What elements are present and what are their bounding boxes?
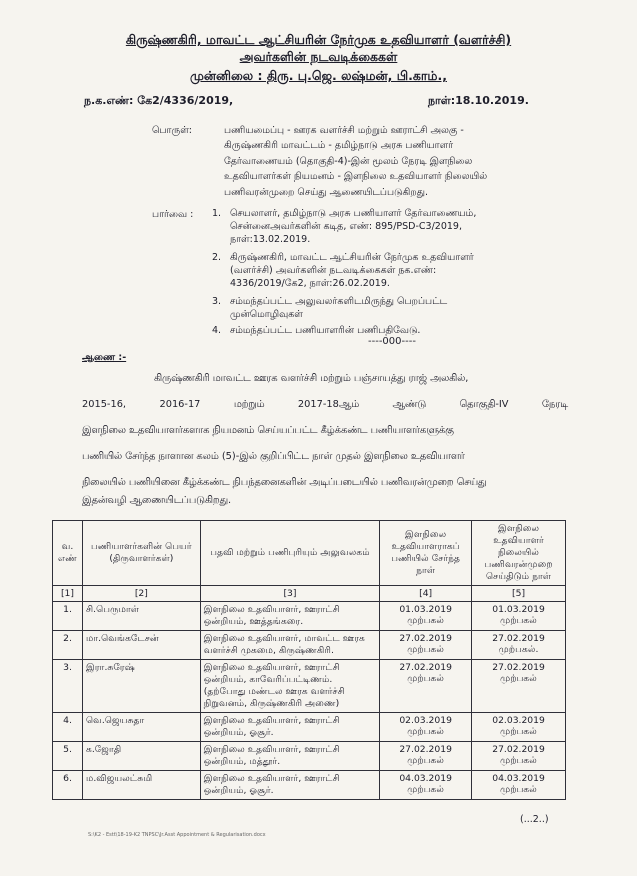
- row-post: இளநிலை உதவியாளர், மாவட்ட ஊரக வளர்ச்சி முகமை, கிருஷ்ணகிரி.: [200, 631, 379, 660]
- subject-line: உதவியாளர்கள் நியமனம் - இளநிலை உதவியாளர் நிலையில்: [224, 171, 488, 183]
- reference-line: சம்மந்தப்பட்ட பணியாளரின் பணிபதிவேடு.: [230, 325, 421, 336]
- order-line: கிருஷ்ணகிரி மாவட்ட ஊரக வளர்ச்சி மற்றும் பஞ்சாயத்து ராஜ் அலகில்,: [154, 373, 469, 384]
- row-post: இளநிலை உதவியாளர், ஊராட்சி ஒன்றியம், மத்தூர்.: [200, 742, 379, 771]
- row-regularisation-date: 02.03.2019 முற்பகல்: [472, 713, 566, 742]
- column-header-post: பதவி மற்றும் பணிபுரியும் அலுவலகம்: [200, 521, 379, 586]
- row-post: இளநிலை உதவியாளர், ஊராட்சி ஒன்றியம், ஓசூர்.: [200, 713, 379, 742]
- subject-line: பணியமைப்பு - ஊரக வளர்ச்சி மற்றும் ஊராட்சி அலகு -: [224, 125, 464, 136]
- subject-line: தேர்வாணையம் (தொகுதி-4)-இன் மூலம் நேரடி இளநிலை: [224, 155, 473, 167]
- row-post: இளநிலை உதவியாளர், ஊராட்சி ஒன்றியம், ஊத்தங்கரை.: [200, 602, 379, 631]
- table-row: [53, 602, 566, 631]
- appointment-table: [52, 520, 566, 800]
- row-regularisation-date: 27.02.2019 முற்பகல்.: [472, 631, 566, 660]
- column-header-sno: வ. எண்: [53, 521, 83, 586]
- reference-item-number: 4.: [212, 325, 222, 336]
- order-line: நிலையில் பணியினை கீழ்க்கண்ட நிபந்தனைகளின் அடிப்படையில் பணிவரன்முறை செய்து: [82, 477, 487, 488]
- row-sno: 2.: [53, 631, 83, 660]
- row-regularisation-date: 04.03.2019 முற்பகல்: [472, 771, 566, 800]
- order-line: பணியில் சேர்ந்த நாளான கலம் (5)-இல் குறிப்பிட்ட நாள் முதல் இளநிலை உதவியாளர்: [82, 451, 465, 462]
- reference-item-number: 2.: [212, 252, 222, 263]
- row-name: வெ.ஜெயசுதா: [82, 713, 200, 742]
- row-post: இளநிலை உதவியாளர், ஊராட்சி ஒன்றியம், ஓசூர்.: [200, 771, 379, 800]
- order-line: இதன்வழி ஆணையிடப்படுகிறது.: [82, 495, 232, 506]
- reference-item-number: 1.: [212, 208, 222, 219]
- row-name: ம.விஜயலட்சுமி: [82, 771, 200, 800]
- reference-line: கிருஷ்ணகிரி, மாவட்ட ஆட்சியரின் நேர்முக உதவியாளர்: [230, 252, 474, 263]
- reference-line: செயலாளர், தமிழ்நாடு அரசு பணியாளர் தேர்வாணையம்,: [230, 208, 477, 219]
- table-row: [53, 713, 566, 742]
- reference-item: [212, 295, 560, 321]
- column-header-regularisation-date: இளநிலை உதவியாளர் நிலையில் பணிவரன்முறை செய்திடும் நாள்: [472, 521, 566, 586]
- row-joining-date: 27.02.2019 முற்பகல்: [380, 660, 472, 713]
- order-line: 2015-16, 2016-17 மற்றும் 2017-18ஆம் ஆண்டு தொகுதி-IV நேரடி: [82, 399, 568, 410]
- subject-label: பொருள்:: [152, 125, 193, 136]
- row-sno: 1.: [53, 602, 83, 631]
- subject-line: பணிவரன்முறை செய்து ஆணையிடப்படுகிறது.: [224, 186, 429, 198]
- references-label: பார்வை :: [152, 209, 194, 220]
- column-number: [4]: [380, 586, 472, 602]
- page-continuation: (...2..): [520, 814, 549, 825]
- header-presiding-officer: முன்னிலை : திரு. பு.ஜெ. லஷ்மன், பி.காம்.,: [190, 68, 447, 83]
- subject-line: கிருஷ்ணகிரி மாவட்டம் - தமிழ்நாடு அரசு பணியாளர்: [224, 140, 454, 152]
- table-row: [53, 742, 566, 771]
- row-joining-date: 27.02.2019 முற்பகல்: [380, 631, 472, 660]
- reference-line: 4336/2019/கே2, நாள்:26.02.2019.: [230, 278, 390, 289]
- column-header-name: பணியாளர்களின் பெயர் (திருவாளர்கள்): [82, 521, 200, 586]
- table-row: [53, 771, 566, 800]
- reference-line: சம்மந்தப்பட்ட அலுவலர்களிடமிருந்து பெறப்பட்ட: [230, 296, 448, 307]
- row-sno: 4.: [53, 713, 83, 742]
- header-office-title: கிருஷ்ணகிரி, மாவட்ட ஆட்சியரின் நேர்முக உதவியாளர் (வளர்ச்சி): [125, 32, 512, 47]
- column-number: [3]: [200, 586, 379, 602]
- table-header-row: [53, 521, 566, 586]
- subject-text: [224, 123, 570, 200]
- row-regularisation-date: 27.02.2019 முற்பகல்: [472, 660, 566, 713]
- reference-line: நாள்:13.02.2019.: [230, 234, 311, 245]
- row-sno: 5.: [53, 742, 83, 771]
- reference-line: சென்னைஅவர்களின் கடித, எண்: 895/PSD-C3/2019,: [230, 221, 462, 232]
- column-number: [2]: [82, 586, 200, 602]
- row-joining-date: 27.02.2019 முற்பகல்: [380, 742, 472, 771]
- column-number: [1]: [53, 586, 83, 602]
- table-column-number-row: [53, 586, 566, 602]
- row-name: க.ஜோதி: [82, 742, 200, 771]
- reference-number: ந.க.எண்: கே2/4336/2019,: [84, 94, 234, 107]
- row-name: மா.வெங்கடேசன்: [82, 631, 200, 660]
- row-post: இளநிலை உதவியாளர், ஊராட்சி ஒன்றியம், காவேரிப்பட்டிணம். (தற்போது மண்டல ஊரக வளர்ச்சி நிறுவனம், கிருஷ்ணகிரி அணை): [200, 660, 379, 713]
- reference-line: முன்மொழிவுகள்: [230, 309, 303, 320]
- reference-date: நாள்:18.10.2019.: [428, 94, 529, 107]
- column-header-joining-date: இளநிலை உதவியாளராகப் பணியில் சேர்ந்த நாள்: [380, 521, 472, 586]
- row-regularisation-date: 27.02.2019 முற்பகல்: [472, 742, 566, 771]
- reference-item: [212, 207, 560, 246]
- file-path-footnote: S:\K2 - Estt\18-19-K2 TNPSC\Jr.Asst Appointment & Regularisation.docx: [88, 832, 266, 838]
- reference-item-number: 3.: [212, 296, 222, 307]
- row-sno: 3.: [53, 660, 83, 713]
- row-joining-date: 01.03.2019 முற்பகல்: [380, 602, 472, 631]
- row-sno: 6.: [53, 771, 83, 800]
- row-joining-date: 04.03.2019 முற்பகல்: [380, 771, 472, 800]
- order-label: ஆணை :-: [82, 352, 127, 363]
- column-number: [5]: [472, 586, 566, 602]
- row-name: இரா.சுரேஷ்: [82, 660, 200, 713]
- order-line: இளநிலை உதவியாளர்களாக நியமனம் செய்யப்பட்ட கீழ்க்கண்ட பணியாளர்களுக்கு: [82, 425, 454, 436]
- table-row: [53, 631, 566, 660]
- reference-item: [212, 251, 560, 290]
- section-divider: ----000----: [368, 336, 416, 347]
- header-proceedings: அவர்களின் நடவடிக்கைகள்: [239, 49, 398, 64]
- row-name: சி.பெருமாள்: [82, 602, 200, 631]
- table-row: [53, 660, 566, 713]
- row-joining-date: 02.03.2019 முற்பகல்: [380, 713, 472, 742]
- reference-line: (வளர்ச்சி) அவர்களின் நடவடிக்கைகள் நக.எண்:: [230, 265, 437, 276]
- row-regularisation-date: 01.03.2019 முற்பகல்: [472, 602, 566, 631]
